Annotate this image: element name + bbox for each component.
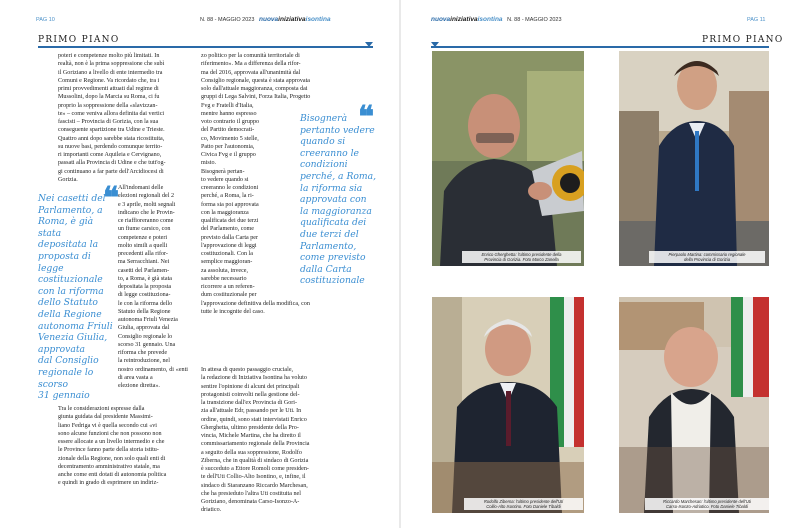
article-line: ri importanti come Aquileia e Cervignano, (58, 152, 162, 158)
article-line: indicano che le Provin- (118, 209, 175, 216)
article-line: elezioni regionali del 2 (118, 193, 175, 200)
article-line: a seguito della sua soppressione, Rodolfo (201, 449, 302, 456)
pull-quote-line: Parlamento, (300, 240, 357, 252)
article-line: nostro ordinamento, di «enti di area vasta a (118, 366, 188, 381)
article-line: del Partito democrati- (201, 127, 255, 134)
article-line: All'indomani delle (118, 185, 164, 191)
article-line: il Goriziano a livello di ente intermedio tra (58, 69, 163, 76)
issue-number: N. 88 - MAGGIO 2023 (507, 17, 562, 23)
photo-caption: Riccardo Marchesan: l'ultimo presidente dell'Uti Carso-Isonzo-Adriatico. Foto Daniele Tibaldi (645, 498, 769, 510)
article-line: zia all'attuale Edr, passando per le Uti. In (201, 408, 302, 415)
section-rule (38, 46, 373, 48)
article-line: gruppi di Lega Salvini, Forza Italia, Progetto (201, 94, 311, 101)
article-line: tutte le incognite del caso. (201, 308, 265, 315)
article-line: Mussolini, dopo la Marcia su Roma, ci fu (58, 94, 160, 101)
article-line: perché, a Roma, la ri- (201, 193, 254, 200)
pull-quote-right (300, 113, 392, 287)
article-line: Patto per l'autonomia, (201, 143, 255, 150)
article-line: primi provvedimenti attuati dal regime di (58, 86, 159, 92)
article-line: Gorizia. (58, 176, 78, 183)
quote-mark-icon: ❝ (358, 100, 375, 135)
article-line: l'approvazione definitiva della modifica, con (201, 300, 310, 307)
page-number: PAG 10 (36, 17, 55, 23)
pull-quote-line: due terzi del (300, 228, 359, 240)
article-line: costituzionali. Con la (201, 251, 253, 257)
section-arrow-icon (365, 42, 373, 47)
article-line: depositata la proposta (118, 284, 172, 290)
article-line: commissariamento regionale della Provincia (201, 441, 310, 448)
article-line: autonoma Friuli Venezia (118, 317, 178, 323)
article-line: l'approvazione di leggi (201, 242, 257, 249)
article-line: di legge costituziona- (118, 292, 171, 299)
pull-quote-line: costituzionale (300, 275, 365, 287)
article-line: Statuto della Regione (118, 308, 171, 315)
photo-caption: Rodolfo Ziberna: l'ultimo presidente dell'Uti Collio-Alto Isontino. Foto Daniele Tibaldi (464, 498, 583, 510)
article-line: Gherghetta, ultimo presidente della Pro- (201, 424, 299, 431)
article-line: te dell'Uti Collio-Alto Isontino, e, infine, il (201, 474, 306, 481)
pull-quote-line: autonoma Friuli (38, 320, 113, 332)
column-1-bottom (58, 405, 188, 488)
article-line: Quattro anni dopo sarebbe stata ricostituita, (58, 135, 165, 142)
pull-quote-line: quando si (300, 136, 346, 148)
article-line: ricorrere a un referen- (201, 284, 255, 290)
photo-martina (619, 51, 769, 266)
article-line: competenze e poteri (118, 234, 168, 241)
column-1-top (58, 52, 188, 184)
article-line: protagonisti coinvolti nella gestione del- (201, 391, 300, 398)
article-line: za assoluta, invece, (201, 267, 249, 274)
article-line: forma sia poi approvata (201, 201, 259, 208)
article-line: casetti del Parlamen- (118, 267, 170, 274)
right-page (401, 0, 799, 528)
pull-quote-line: costituzionale (38, 274, 103, 286)
pull-quote-line: con la riforma (38, 285, 104, 297)
pull-quote-line: dello Statuto (38, 297, 98, 309)
column-2-bottom (201, 366, 331, 515)
article-line: proprio la soppressione della «slavizzan- (58, 102, 158, 109)
article-line: mentre hanno espresso (201, 110, 257, 117)
pull-quote-line: la riforma sia (300, 182, 363, 194)
article-line: la transizione dall'ex Provincia di Gori- (201, 400, 298, 406)
article-line: con la maggioranza (201, 209, 249, 216)
article-line: passati alla Provincia di Udine e che tutt'og- (58, 160, 166, 167)
pull-quote-line: come previsto (300, 252, 366, 264)
pull-quote-line: Bisognerà (300, 113, 348, 124)
article-line: sentire l'opinione di alcuni dei principali (201, 383, 300, 390)
article-line: giunta guidata dal presidente Massimi- (58, 414, 153, 421)
article-line: semplice maggioran- (201, 259, 253, 266)
article-line: molto simili a quelli (118, 242, 168, 249)
article-line: Ziberna, che in qualità di sindaco di Gorizia (201, 457, 309, 464)
pull-quote-line: approvata (38, 343, 86, 355)
article-line: la reintroduzione, nel (118, 358, 170, 365)
article-line: essere allocate a un livello intermedio e che (58, 439, 165, 445)
article-line: scorso 31 gennaio. Una (118, 341, 176, 348)
article-line: conseguente spartizione tra Udine e Trieste. (58, 127, 165, 134)
article-line: to vedere quando si (201, 176, 249, 183)
photo-gherghetta (432, 51, 584, 266)
pull-quote-line: Nei casetti del (38, 193, 106, 204)
photo-ziberna (432, 297, 584, 513)
column-1-narrow (118, 184, 188, 390)
article-line: ma Serracchiani. Nei (118, 259, 170, 266)
page-number: PAG 11 (747, 17, 766, 23)
pull-quote-line: qualificata dei (300, 217, 367, 229)
pull-quote-line: Venezia Giulia, (38, 332, 108, 344)
photo-caption: Pierpaolo Martina: commissario regionale della Provincia di Gorizia (649, 251, 765, 263)
article-line: ordine, quindi, sono stati intervistati Enrico (201, 416, 307, 423)
article-line: Consiglio regionale, questa è stata approvata (201, 77, 310, 84)
article-line: la redazione di Iniziativa Isontina ha voluto (201, 375, 307, 382)
article-line: riferimento». Ma a differenza della rifor- (201, 61, 301, 68)
article-line: driatico. (201, 507, 222, 514)
article-line: ce riaffioreranno come (118, 218, 174, 224)
brand-logo: nuovainiziativaisontina (431, 16, 503, 23)
article-line: solo dall'attuale maggioranza, composta dai (201, 86, 308, 92)
article-line: Tra le considerazioni espresse dalla (58, 406, 145, 412)
article-line: elezione diretta». (118, 383, 160, 389)
issue-header (200, 16, 331, 23)
article-line: Fvg e Fratelli d'Italia, (201, 102, 254, 109)
pull-quote-line: la maggioranza (300, 205, 372, 217)
article-line: del Parlamento, come (201, 226, 254, 233)
article-line: In attesa di questo passaggio cruciale, (201, 367, 294, 373)
article-line: Comuni e Regione. Va ricordato che, tra i (58, 77, 160, 84)
pull-quote-line: della Regione (38, 308, 102, 320)
article-line: gi continuano a far parte dell'Arcidiocesi di (58, 168, 164, 175)
pull-quote-line: Parlamento, a (38, 204, 103, 216)
pull-quote-line: dal Consiglio (38, 355, 99, 367)
article-line: e 3 aprile, molti segnali (118, 201, 176, 208)
article-line: Consiglio regionale lo (118, 333, 173, 340)
article-line: te» – come veniva allora definita dai vertici (58, 110, 165, 117)
issue-header (431, 16, 562, 23)
article-line: poteri e competenze molto più limitati. In (58, 53, 160, 59)
article-line: voto contrario il gruppo (201, 119, 260, 125)
pull-quote-line: proposta di legge (38, 250, 91, 274)
article-line: Civica Fvg e il gruppo (201, 152, 256, 158)
pull-quote-line: creeranno le (300, 147, 359, 159)
pull-quote-line: depositata la (38, 239, 99, 251)
article-line: previsto dalla Carta per (201, 234, 259, 241)
pull-quote-left (38, 193, 118, 402)
article-line: e quindi in grado di esprimere un indiriz- (58, 480, 159, 487)
pull-quote-line: pertanto vedere (300, 124, 375, 136)
article-line: to, a Roma, è già stata (118, 275, 172, 282)
article-line: un fiume carsico, con (118, 226, 171, 233)
article-line: zo politico per la comunità territoriale di (201, 53, 300, 59)
article-line: Goriziano, denominata Carso-Isonzo-A- (201, 499, 300, 505)
issue-number: N. 88 - MAGGIO 2023 (200, 17, 255, 23)
pull-quote-line: condizioni (300, 159, 348, 171)
pull-quote-line: approvata con (300, 194, 367, 206)
article-line: Bisognerà pertan- (201, 168, 245, 175)
article-line: fascisti – Provincia di Gorizia, con la sua (58, 119, 159, 125)
article-line: dum costituzionale per (201, 292, 257, 299)
article-line: qualificata dei due terzi (201, 218, 259, 224)
article-line: sindaco di Staranzano Riccardo Marchesan, (201, 482, 308, 489)
article-line: le Province fanno parte della storia istitu- (58, 447, 159, 454)
photo-marchesan (619, 297, 769, 513)
article-line: anche come enti dotati di autonomia politica (58, 472, 167, 478)
article-line: è succeduto a Ettore Romoli come presiden- (201, 466, 309, 472)
brand-logo: nuovainiziativaisontina (259, 16, 331, 23)
pull-quote-line: dalla Carta (300, 263, 352, 275)
photo-caption: Enrico Gherghetta: l'ultimo presidente della Provincia di Gorizia. Foto Marco Zanella (462, 251, 581, 263)
article-line: zionale della Regione, non solo quali enti di (58, 455, 166, 462)
article-line: Giulia, approvata dal (118, 325, 170, 332)
article-line: su nuove basi, perdendo comunque territo- (58, 143, 163, 150)
section-title: PRIMO PIANO (38, 35, 120, 45)
article-line: decentramento amministrativo statale, ma (58, 463, 160, 470)
article-line: sono alcune funzioni che non possono non (58, 430, 162, 437)
article-line: misto. (201, 160, 217, 167)
section-rule (431, 46, 769, 48)
article-line: creeranno le condizioni (201, 185, 259, 191)
pull-quote-line: 31 gennaio (38, 390, 90, 402)
quote-mark-icon: ❝ (103, 181, 120, 216)
article-line: realtà, non è la prima soppressione che subì (58, 61, 165, 68)
left-page (0, 0, 399, 528)
section-title: PRIMO PIANO (702, 35, 784, 45)
article-line: liano Fedriga vi è quella secondo cui «vi (58, 422, 157, 429)
article-line: precedenti alla rifor- (118, 251, 168, 257)
pull-quote-line: Roma, è già stata (38, 216, 94, 239)
pull-quote-line: regionale lo scorso (38, 366, 94, 390)
article-line: che ha presieduto l'altra Uti costituita nel (201, 490, 301, 497)
article-line: sarebbe necessario (201, 275, 247, 282)
pull-quote-line: perché, a Roma, (300, 170, 377, 182)
article-line: vincia, Michele Martina, che ha diretto il (201, 433, 301, 439)
article-line: le con la riforma dello (118, 300, 173, 307)
article-line: co, Movimento 5 stelle, (201, 135, 259, 142)
article-line: ma del 2016, approvata all'unanimità dal (201, 69, 301, 76)
article-line: riforma che prevede (118, 350, 168, 356)
